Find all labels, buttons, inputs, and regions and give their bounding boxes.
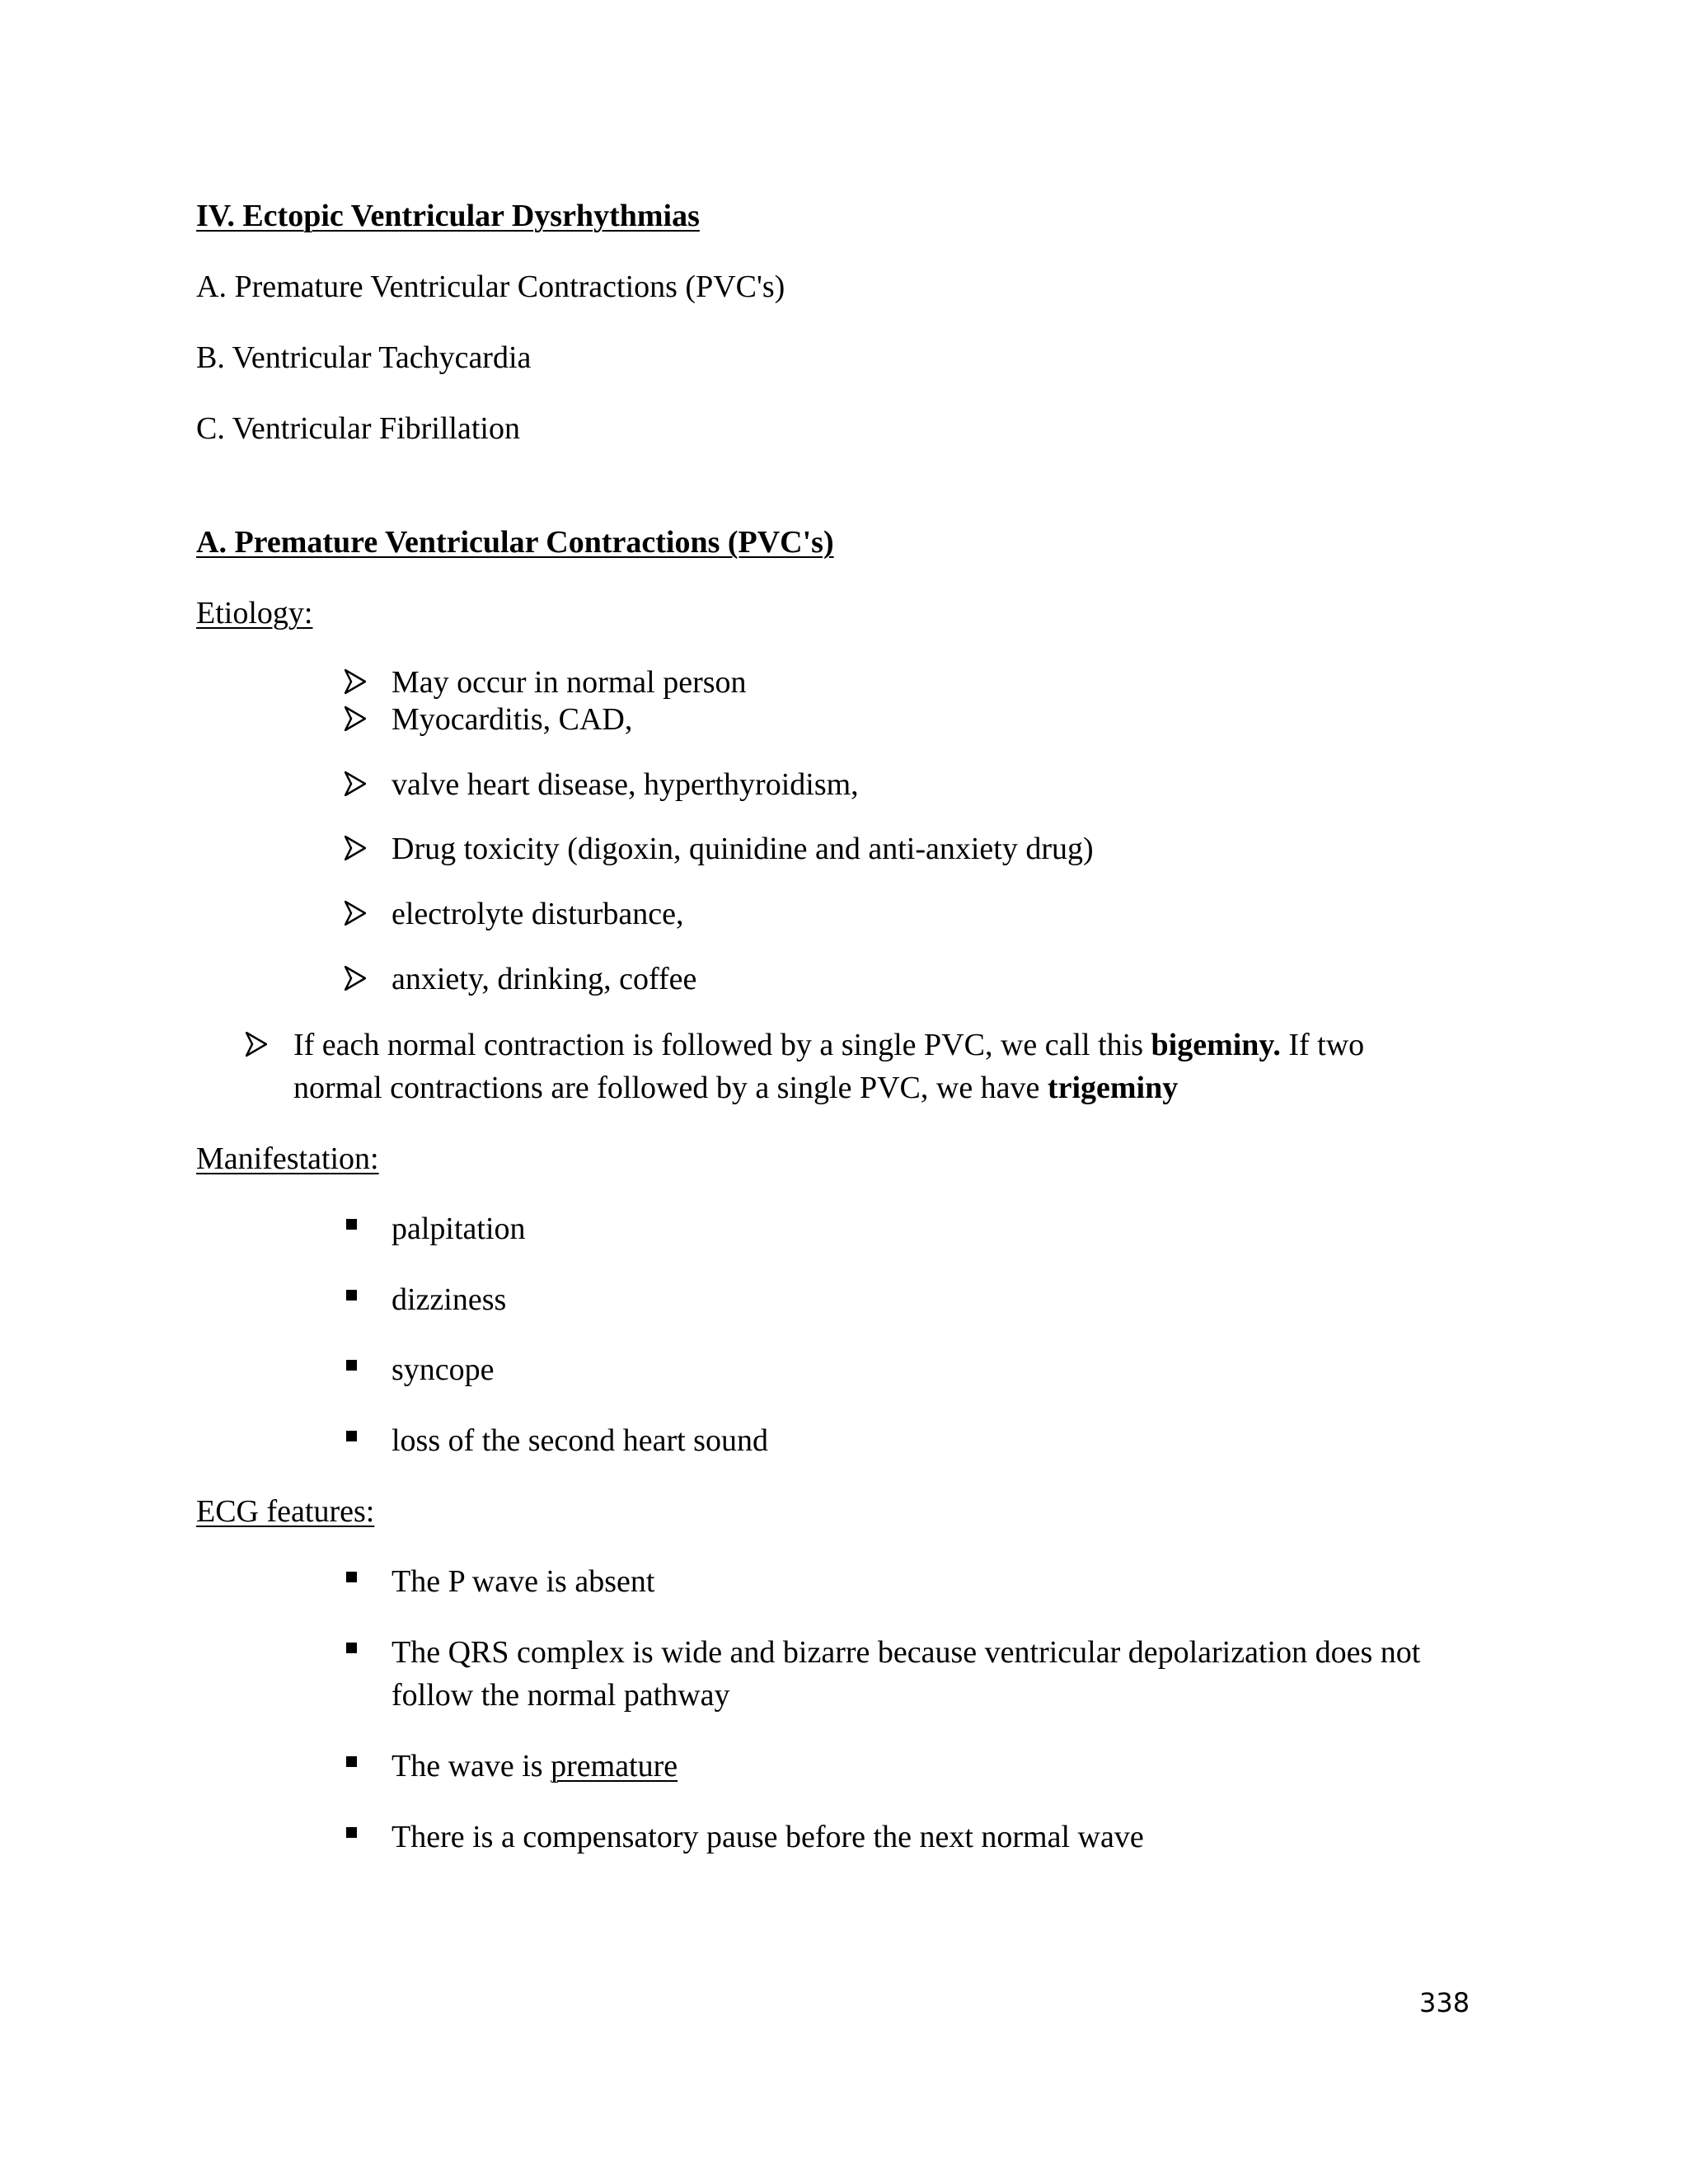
ecg-item: The P wave is absent bbox=[392, 1564, 655, 1599]
square-bullet-icon bbox=[346, 1431, 357, 1441]
etiology-item: Drug toxicity (digoxin, quinidine and anti-anxiety drug) bbox=[392, 832, 1094, 866]
note-text: If two bbox=[1280, 1028, 1365, 1062]
manifestation-item: dizziness bbox=[392, 1282, 507, 1317]
arrow-bullet-icon bbox=[246, 1032, 267, 1057]
arrow-bullet-icon bbox=[345, 966, 366, 991]
note-term-bigeminy: bigeminy. bbox=[1151, 1028, 1281, 1062]
ecg-heading: ECG features: bbox=[196, 1494, 375, 1529]
ecg-item bbox=[392, 1745, 678, 1788]
note-line-2 bbox=[293, 1066, 1178, 1109]
etiology-item: May occur in normal person bbox=[392, 665, 747, 700]
ecg-item: The QRS complex is wide and bizarre because ventricular depolarization does not bbox=[392, 1635, 1421, 1670]
arrow-bullet-icon bbox=[345, 771, 366, 796]
page-number: 338 bbox=[1419, 1987, 1470, 2018]
arrow-bullet-icon bbox=[345, 706, 366, 731]
square-bullet-icon bbox=[346, 1643, 357, 1653]
manifestation-item: loss of the second heart sound bbox=[392, 1423, 768, 1458]
square-bullet-icon bbox=[346, 1290, 357, 1301]
square-bullet-icon bbox=[346, 1572, 357, 1582]
square-bullet-icon bbox=[346, 1219, 357, 1230]
arrow-bullet-icon bbox=[345, 836, 366, 860]
square-bullet-icon bbox=[346, 1827, 357, 1838]
arrow-bullet-icon bbox=[345, 901, 366, 926]
note-text: normal contractions are followed by a single PVC, we have bbox=[293, 1071, 1048, 1105]
ecg-item-continuation: follow the normal pathway bbox=[392, 1678, 730, 1713]
square-bullet-icon bbox=[346, 1756, 357, 1767]
ecg-term-premature: premature bbox=[551, 1749, 678, 1783]
manifestation-item: syncope bbox=[392, 1352, 495, 1387]
etiology-item: anxiety, drinking, coffee bbox=[392, 962, 697, 996]
etiology-heading: Etiology: bbox=[196, 596, 313, 630]
ecg-item-text: The wave is bbox=[392, 1749, 551, 1783]
square-bullet-icon bbox=[346, 1360, 357, 1371]
arrow-bullet-icon bbox=[345, 669, 366, 694]
subsection-title: A. Premature Ventricular Contractions (PVC's) bbox=[196, 525, 834, 560]
note-term-trigeminy: trigeminy bbox=[1047, 1071, 1179, 1105]
note-text: If each normal contraction is followed by a single PVC, we call this bbox=[293, 1028, 1151, 1062]
note-line-1 bbox=[293, 1024, 1364, 1066]
etiology-item: electrolyte disturbance, bbox=[392, 897, 684, 931]
outline-item-c: C. Ventricular Fibrillation bbox=[196, 411, 520, 446]
etiology-item: Myocarditis, CAD, bbox=[392, 702, 633, 737]
etiology-item: valve heart disease, hyperthyroidism, bbox=[392, 767, 859, 802]
section-title: IV. Ectopic Ventricular Dysrhythmias bbox=[196, 199, 700, 233]
manifestation-item: palpitation bbox=[392, 1212, 526, 1246]
ecg-item: There is a compensatory pause before the next normal wave bbox=[392, 1820, 1144, 1854]
outline-item-b: B. Ventricular Tachycardia bbox=[196, 340, 532, 375]
manifestation-heading: Manifestation: bbox=[196, 1141, 379, 1176]
outline-item-a: A. Premature Ventricular Contractions (PVC's) bbox=[196, 269, 785, 304]
